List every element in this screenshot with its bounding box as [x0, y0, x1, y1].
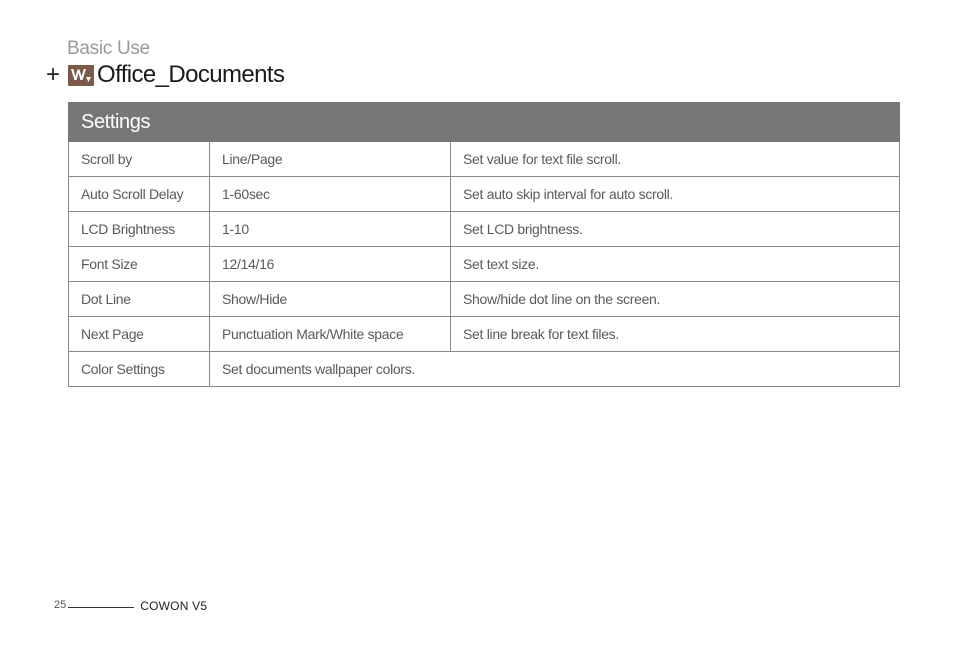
table-row	[69, 247, 900, 282]
table-row	[69, 212, 900, 247]
setting-value: 12/14/16	[210, 247, 451, 282]
setting-name: Font Size	[69, 247, 210, 282]
settings-body	[69, 142, 900, 387]
page-footer	[54, 598, 207, 612]
title-row	[46, 60, 284, 90]
table-row	[69, 317, 900, 352]
setting-value: 1-10	[210, 212, 451, 247]
setting-name: Next Page	[69, 317, 210, 352]
setting-description: Show/hide dot line on the screen.	[451, 282, 900, 317]
settings-table	[68, 102, 900, 387]
setting-name: Dot Line	[69, 282, 210, 317]
page-title: Office_Documents	[97, 61, 285, 88]
setting-name: Scroll by	[69, 142, 210, 177]
setting-name: Auto Scroll Delay	[69, 177, 210, 212]
setting-description: Set text size.	[451, 247, 900, 282]
setting-value: Line/Page	[210, 142, 451, 177]
setting-description: Set value for text file scroll.	[451, 142, 900, 177]
table-row	[69, 142, 900, 177]
setting-name: LCD Brightness	[69, 212, 210, 247]
settings-header-row	[69, 103, 900, 142]
setting-description: Set line break for text files.	[451, 317, 900, 352]
page-number: 25	[54, 599, 67, 611]
documents-icon	[68, 65, 94, 86]
setting-value: 1-60sec	[210, 177, 451, 212]
table-row	[69, 177, 900, 212]
setting-description: Set LCD brightness.	[451, 212, 900, 247]
settings-heading: Settings	[69, 103, 900, 142]
setting-value: Show/Hide	[210, 282, 451, 317]
setting-description: Set auto skip interval for auto scroll.	[451, 177, 900, 212]
expand-icon[interactable]: +	[46, 61, 61, 88]
footer-divider	[68, 607, 134, 608]
table-row	[69, 282, 900, 317]
setting-name: Color Settings	[69, 352, 210, 387]
setting-value: Punctuation Mark/White space	[210, 317, 451, 352]
section-label: Basic Use	[67, 38, 150, 59]
setting-description: Set documents wallpaper colors.	[210, 352, 900, 387]
table-row	[69, 352, 900, 387]
brand-name: COWON V5	[140, 599, 208, 613]
